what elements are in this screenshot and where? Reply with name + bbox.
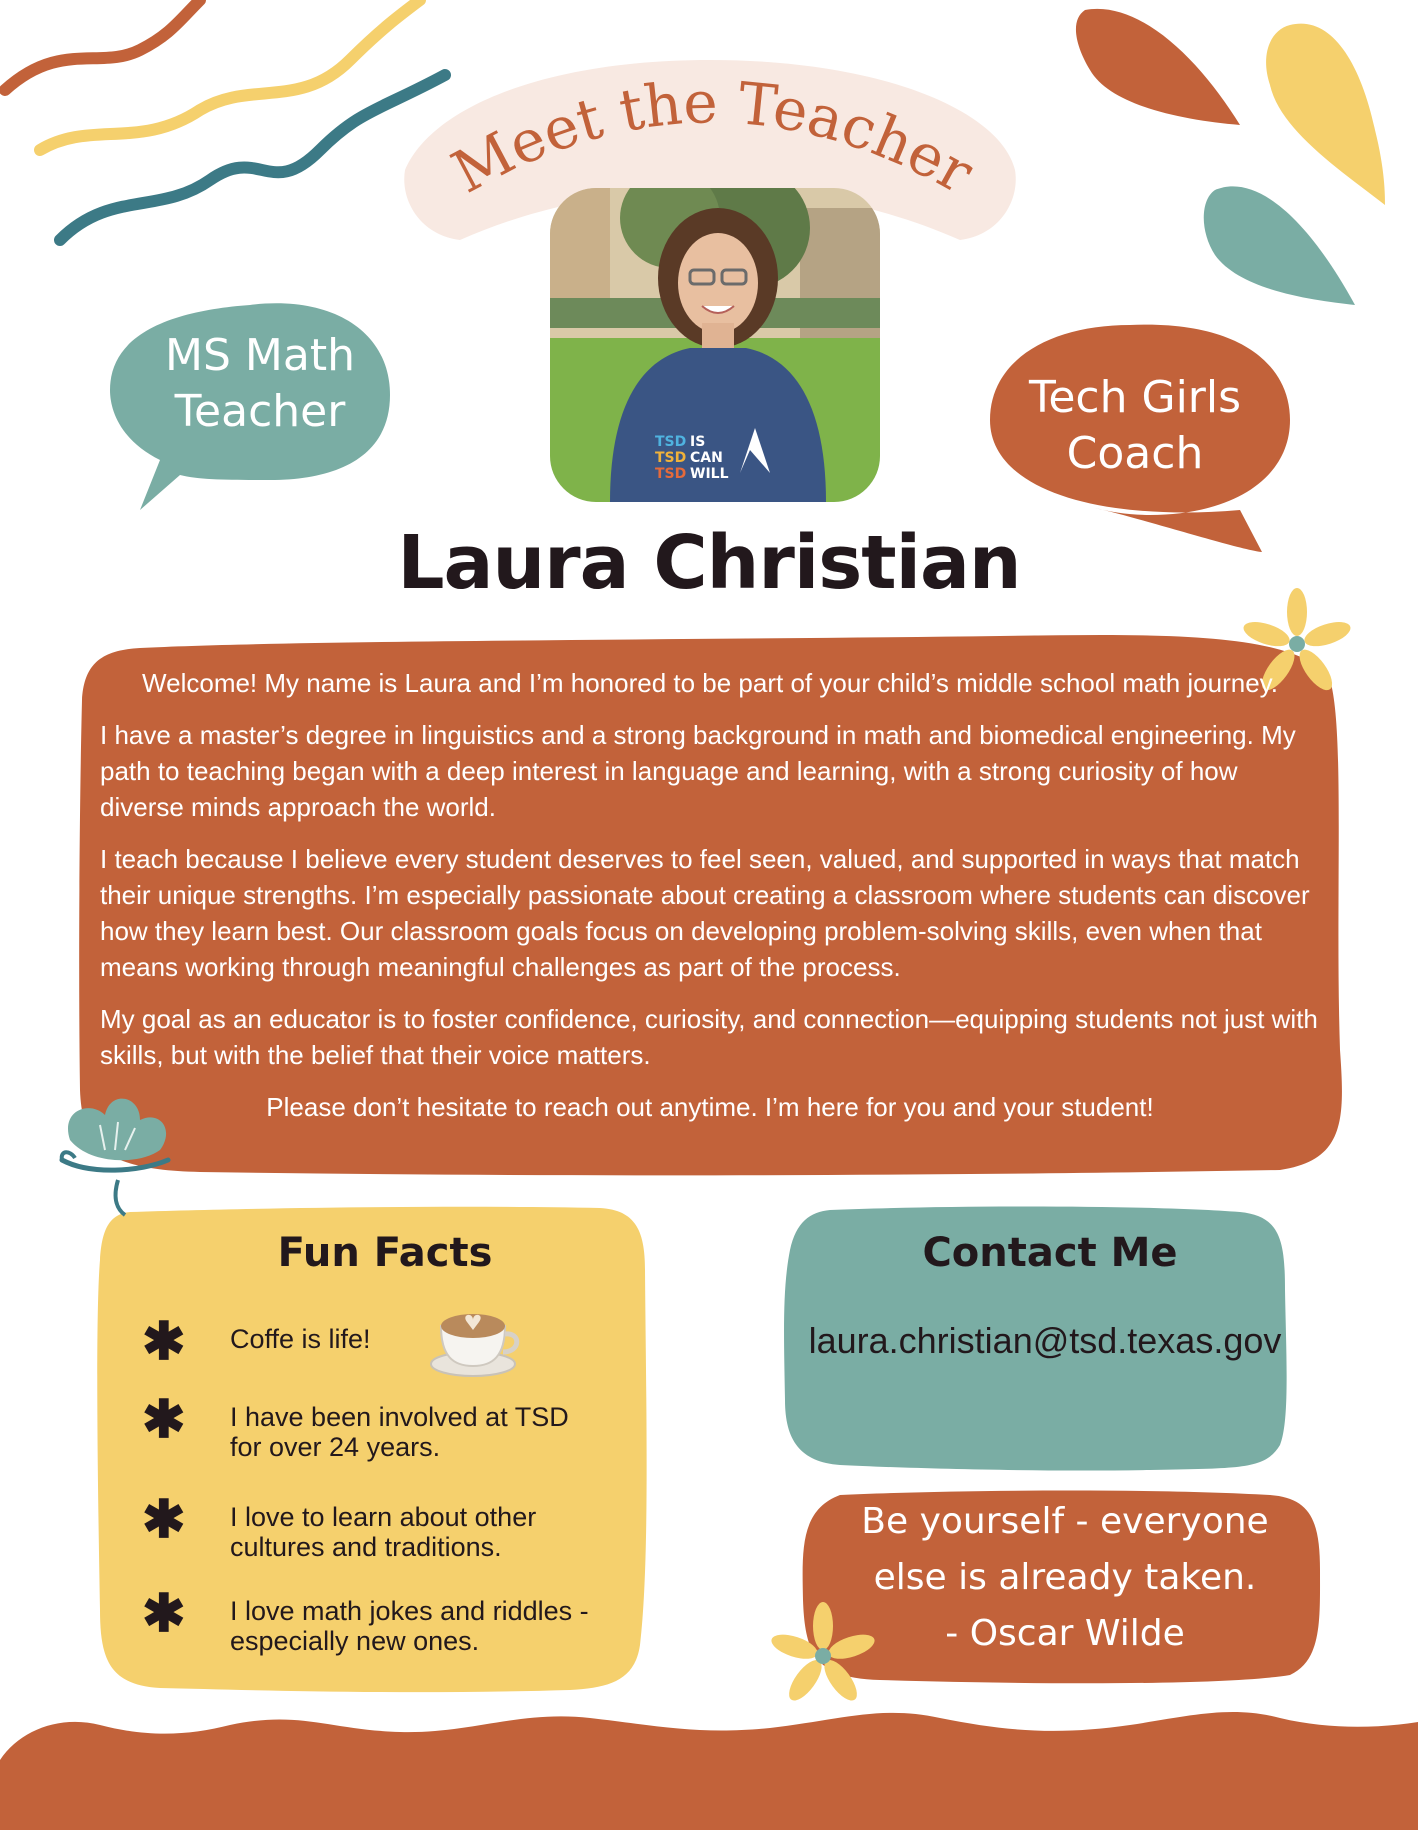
fun-facts-title: Fun Facts (277, 1230, 493, 1276)
contact-email[interactable]: laura.christian@tsd.texas.gov (808, 1320, 1282, 1361)
asterisk-icon: ✱ (142, 1313, 186, 1371)
asterisk-icon: ✱ (142, 1491, 186, 1549)
intro-paragraph-4: My goal as an educator is to foster confidence, curiosity, and connection—equipping students not just with skills, but with the belief that their voice matters. (100, 1004, 1318, 1070)
shirt-text-tsd-3: TSD (655, 466, 687, 482)
intro-paragraph-3: I teach because I believe every student deserves to feel seen, valued, and supported in ways that match their unique strengths. I’m especially passionate about creating a classroom where students can discover how they learn best. Our classroom goals focus on developing problem-solving skills, even when that means working through meaningful challenges as part of the process. (100, 844, 1310, 982)
quote-line-2: else is already taken. (873, 1557, 1257, 1598)
role-line-1: MS Math (165, 330, 355, 381)
role-line-2: Teacher (174, 386, 346, 437)
coach-line-1: Tech Girls (1028, 372, 1242, 423)
intro-paragraph-5: Please don’t hesitate to reach out anytime. I’m here for you and your student! (266, 1092, 1154, 1122)
intro-text (100, 665, 1320, 1141)
teacher-name: Laura Christian (397, 520, 1021, 606)
coach-bubble (1000, 370, 1270, 482)
shirt-text-tsd-1: TSD (655, 434, 687, 450)
quote-line-1: Be yourself - everyone (861, 1501, 1269, 1542)
shirt-text-can: CAN (690, 450, 723, 466)
contact-title: Contact Me (922, 1230, 1178, 1276)
intro-paragraph-2: I have a master’s degree in linguistics and a strong background in math and biomedical engineering. My path to teaching began with a deep interest in language and learning, with a strong curiosity of how diverse minds approach the world. (100, 720, 1296, 822)
coach-line-2: Coach (1066, 428, 1204, 479)
svg-text:Meet the Teacher (441, 68, 984, 207)
quote-author: - Oscar Wilde (945, 1613, 1185, 1654)
role-bubble (130, 328, 390, 440)
fun-fact-text: I have been involved at TSD for over 24 years. (230, 1402, 569, 1462)
fun-fact-text: I love math jokes and riddles - especially new ones. (230, 1596, 589, 1656)
shirt-text-tsd-2: TSD (655, 450, 687, 466)
fun-fact-text: Coffe is life! (230, 1324, 371, 1354)
asterisk-icon: ✱ (142, 1585, 186, 1643)
teacher-photo (550, 188, 880, 502)
asterisk-icon: ✱ (142, 1391, 186, 1449)
quote (815, 1494, 1315, 1662)
bottom-wave (0, 1712, 1418, 1830)
fun-fact-text: I love to learn about other cultures and traditions. (230, 1502, 537, 1562)
intro-paragraph-1: Welcome! My name is Laura and I’m honored to be part of your child’s middle school math journey. (142, 668, 1278, 698)
page-title-text: Meet the Teacher (441, 68, 985, 207)
shirt-text-is: IS (690, 434, 706, 450)
shirt-text-will: WILL (690, 466, 729, 482)
